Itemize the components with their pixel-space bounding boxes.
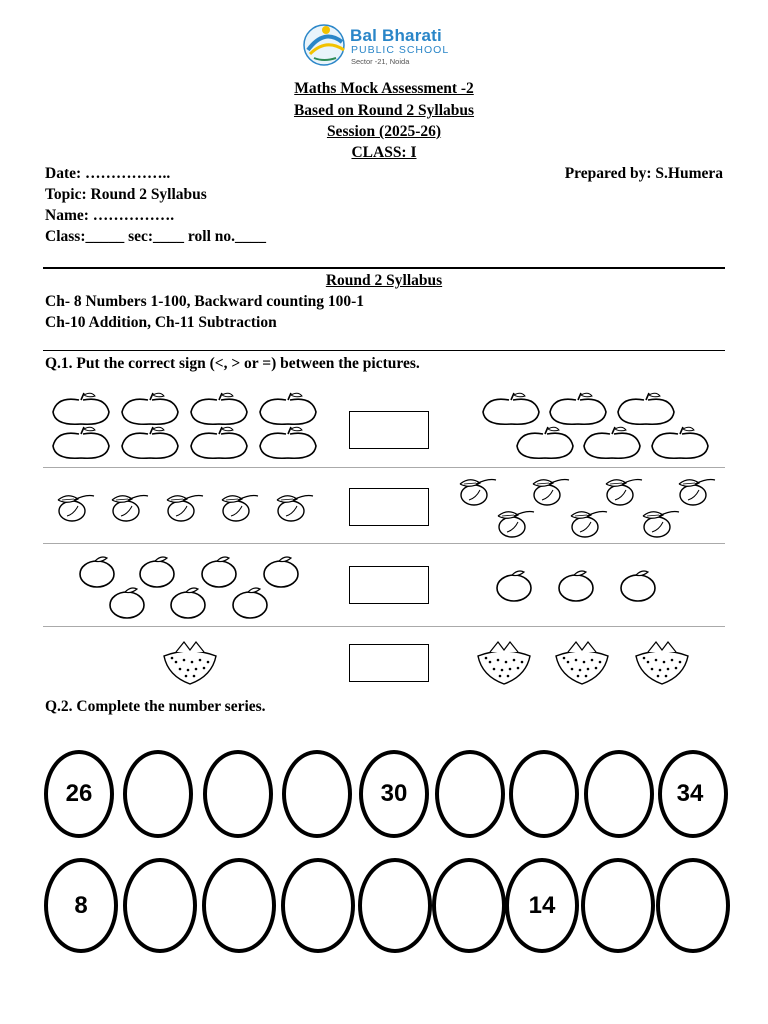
q1-answer-box-1[interactable] bbox=[349, 411, 429, 449]
school-name: Bal Bharati bbox=[350, 26, 442, 45]
series-oval[interactable] bbox=[203, 750, 273, 838]
series-oval[interactable]: 30 bbox=[359, 750, 429, 838]
row-divider bbox=[43, 467, 725, 468]
apple-group-left bbox=[53, 393, 316, 458]
series-oval[interactable] bbox=[123, 858, 197, 953]
q1-answer-box-2[interactable] bbox=[349, 488, 429, 526]
divider bbox=[43, 267, 725, 269]
series-oval[interactable]: 8 bbox=[44, 858, 118, 953]
syllabus-heading: Round 2 Syllabus bbox=[325, 272, 443, 289]
series-oval[interactable] bbox=[202, 858, 276, 953]
divider bbox=[43, 350, 725, 351]
orange-group-right bbox=[497, 571, 655, 601]
series-oval[interactable] bbox=[123, 750, 193, 838]
series-oval[interactable] bbox=[509, 750, 579, 838]
apple-group-right bbox=[483, 393, 708, 458]
q1-question: Q.1. Put the correct sign (<, > or =) between the pictures. bbox=[45, 355, 420, 372]
school-subtitle: PUBLIC SCHOOL bbox=[351, 44, 450, 56]
series-oval[interactable] bbox=[281, 858, 355, 953]
prepared-by: Prepared by: S.Humera bbox=[564, 165, 723, 182]
row-divider bbox=[43, 626, 725, 627]
q1-answer-box-4[interactable] bbox=[349, 644, 429, 682]
q1-answer-box-3[interactable] bbox=[349, 566, 429, 604]
strawberry-group-left bbox=[164, 642, 216, 684]
syllabus-line-2: Ch-10 Addition, Ch-11 Subtraction bbox=[45, 314, 277, 331]
series-oval[interactable] bbox=[432, 858, 506, 953]
series-oval[interactable] bbox=[656, 858, 730, 953]
school-location: Sector -21, Noida bbox=[351, 57, 410, 66]
school-logo bbox=[300, 20, 470, 70]
series-oval[interactable] bbox=[435, 750, 505, 838]
date-line: Date: …………….. bbox=[45, 165, 171, 182]
plum-group-right bbox=[460, 480, 715, 538]
name-line: Name: ……………. bbox=[45, 207, 175, 224]
series-oval[interactable] bbox=[584, 750, 654, 838]
topic-line: Topic: Round 2 Syllabus bbox=[45, 186, 207, 203]
plum-group-left bbox=[58, 496, 313, 522]
assessment-title: Maths Mock Assessment -2 bbox=[294, 80, 474, 97]
syllabus-line-1: Ch- 8 Numbers 1-100, Backward counting 100-1 bbox=[45, 293, 365, 310]
series-oval[interactable]: 14 bbox=[505, 858, 579, 953]
series-oval[interactable] bbox=[282, 750, 352, 838]
class-heading: CLASS: I bbox=[351, 144, 417, 161]
session-line: Session (2025-26) bbox=[326, 123, 442, 140]
series-oval[interactable] bbox=[358, 858, 432, 953]
series-oval[interactable] bbox=[581, 858, 655, 953]
class-line: Class:_____ sec:____ roll no.____ bbox=[45, 228, 267, 245]
school-emblem-icon bbox=[300, 20, 352, 70]
q2-question: Q.2. Complete the number series. bbox=[45, 698, 266, 715]
strawberry-group-right bbox=[478, 642, 688, 684]
series-oval[interactable]: 34 bbox=[658, 750, 728, 838]
series-oval[interactable]: 26 bbox=[44, 750, 114, 838]
row-divider bbox=[43, 543, 725, 544]
based-on-line: Based on Round 2 Syllabus bbox=[293, 102, 475, 119]
orange-group-left bbox=[80, 557, 298, 618]
